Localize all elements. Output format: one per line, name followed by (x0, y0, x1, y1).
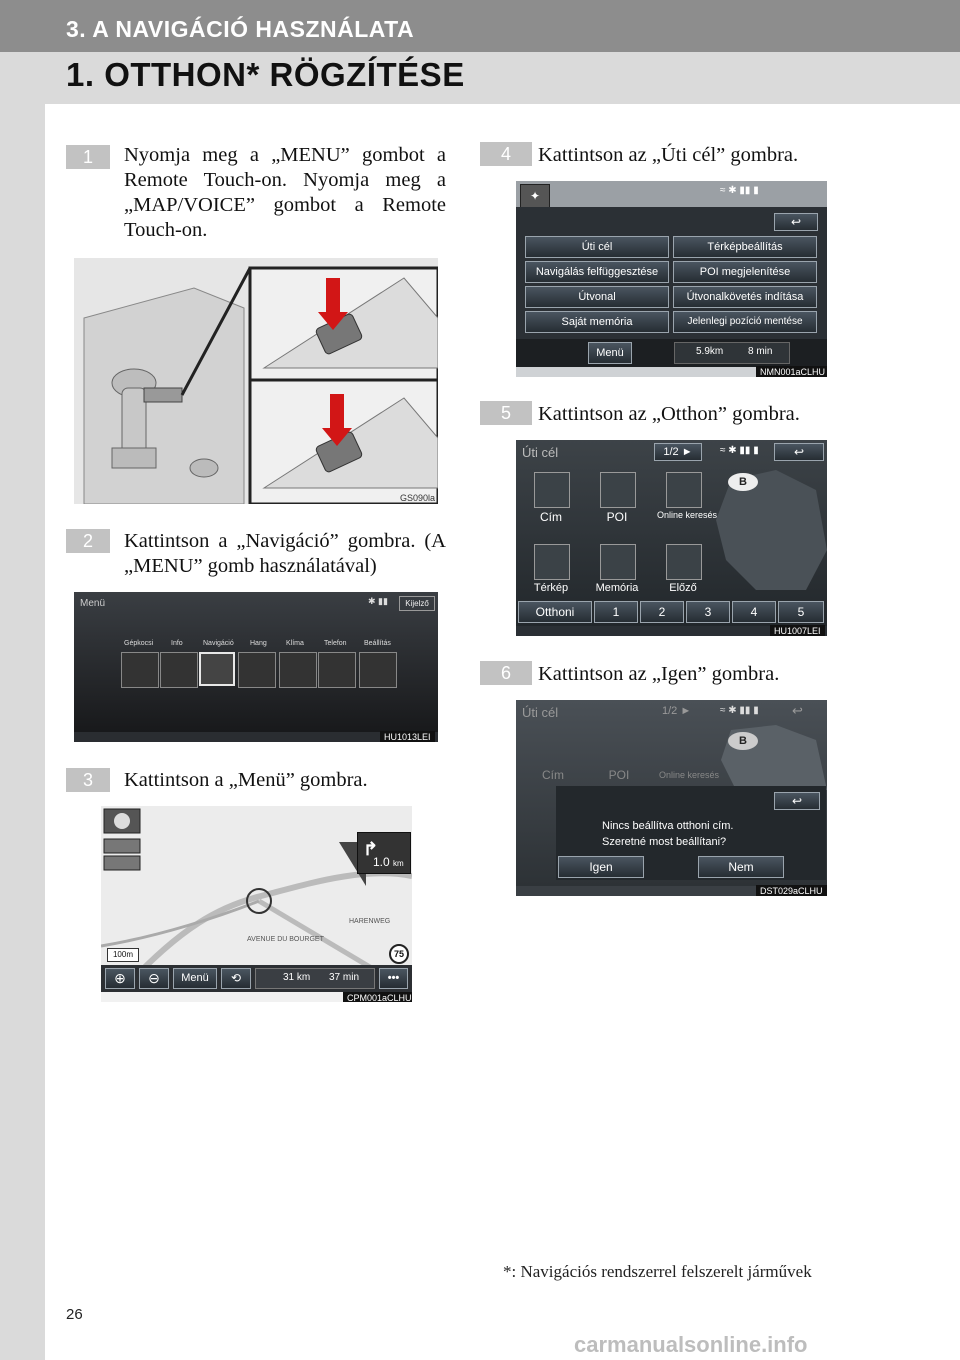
settings-icon[interactable] (359, 652, 397, 688)
previous-icon[interactable] (666, 544, 702, 580)
zoom-out-button[interactable]: ⊖ (139, 968, 169, 989)
step-text-3: Kattintson a „Menü” gombra. (124, 769, 368, 791)
remote-touch-illustration (74, 258, 438, 504)
zoom-in-button[interactable]: ⊕ (105, 968, 135, 989)
trip-time: 37 min (329, 972, 360, 983)
menu-item-label-4: Klíma (286, 640, 304, 647)
car-icon[interactable] (121, 652, 159, 688)
back-icon[interactable]: ↩ (774, 443, 824, 461)
step-badge-2: 2 (66, 529, 110, 553)
menu-item-label-0: Gépkocsi (124, 640, 154, 647)
route-button[interactable]: Útvonal (525, 286, 669, 308)
compass-icon: ✦ (520, 184, 550, 208)
screen-title: Úti cél (522, 705, 559, 720)
section-header: 3. A NAVIGÁCIÓ HASZNÁLATA (66, 16, 415, 42)
icon-label-2: Online keresés (656, 510, 718, 520)
left-margin-bar (0, 52, 45, 1360)
step-badge-3: 3 (66, 768, 110, 792)
icon-label-1: POI (608, 768, 630, 782)
figure-code-5: HU1007LEI (770, 625, 825, 636)
icon-label-0: Cím (542, 768, 564, 782)
start-route-tracking-button[interactable]: Útvonalkövetés indítása (673, 286, 817, 308)
nav-menu-screen (516, 181, 827, 377)
step-text-5: Kattintson az „Otthon” gombra. (538, 403, 800, 425)
menu-item-label-3: Hang (250, 640, 267, 647)
preset-1-button[interactable]: 1 (594, 601, 638, 623)
icon-label-1: POI (606, 510, 628, 524)
turn-distance: 1.0 km (373, 855, 404, 869)
street-label-2: AVENUE DU BOURGET (247, 936, 324, 943)
poi-icon[interactable] (600, 472, 636, 508)
status-icons: ≈ ✱ ▮▮ ▮ (720, 185, 759, 196)
back-icon[interactable]: ↩ (774, 213, 818, 231)
dialog-message-line2: Szeretné most beállítani? (602, 836, 727, 848)
menu-screen (74, 592, 438, 742)
menu-item-label-5: Telefon (324, 640, 347, 647)
phone-icon[interactable] (318, 652, 356, 688)
save-current-position-button[interactable]: Jelenlegi pozíció mentése (673, 311, 817, 333)
icon-label-4: Memória (595, 582, 639, 594)
map-marker: B (728, 732, 758, 750)
step-text-1: Nyomja meg a „MENU” gombot a Remote Touch-on. Nyomja meg a „MAP/VOICE” gombot a Remote Touch-on. (124, 144, 446, 241)
nav-menu-topbar (516, 181, 827, 207)
destination-button[interactable]: Úti cél (525, 236, 669, 258)
show-poi-button[interactable]: POI megjelenítése (673, 261, 817, 283)
menu-button[interactable]: Menü (173, 968, 217, 989)
menu-item-label-1: Info (171, 640, 183, 647)
page-title: 1. OTTHON* RÖGZÍTÉSE (66, 56, 465, 93)
display-button[interactable]: Kijelző (399, 596, 435, 611)
map-scale: 100m (107, 948, 139, 962)
navigation-icon[interactable] (199, 652, 235, 686)
page-indicator[interactable]: 1/2 ► (654, 443, 702, 461)
map-marker: B (728, 473, 758, 491)
speed-limit-sign: 75 (389, 944, 409, 964)
home-button[interactable]: Otthoni (518, 601, 592, 623)
menu-button[interactable]: Menü (588, 342, 632, 364)
map-settings-button[interactable]: Térképbeállítás (673, 236, 817, 258)
preset-3-button[interactable]: 3 (686, 601, 730, 623)
step-badge-4: 4 (480, 142, 532, 166)
status-icons: ≈ ✱ ▮▮ ▮ (720, 445, 759, 456)
figure-code-1: GS090la (400, 493, 436, 503)
preset-2-button[interactable]: 2 (640, 601, 684, 623)
yes-button[interactable]: Igen (558, 856, 644, 878)
screen-title: Úti cél (522, 445, 559, 460)
map-icon[interactable] (534, 544, 570, 580)
step-text-6: Kattintson az „Igen” gombra. (538, 663, 780, 685)
icon-label-2: Online keresés (658, 770, 720, 780)
turn-arrow-icon: ↱ (363, 839, 379, 859)
confirm-home-screen (516, 700, 827, 896)
trip-info (674, 342, 790, 364)
figure-code-3: CPM001aCLHU (343, 992, 412, 1002)
street-label-1: HARENWEG (349, 918, 391, 925)
more-button[interactable]: ••• (379, 968, 408, 989)
menu-screen-title: Menü (80, 598, 106, 609)
step-badge-6: 6 (480, 661, 532, 685)
page-number: 26 (66, 1306, 83, 1323)
dialog-message-line1: Nincs beállítva otthoni cím. (602, 820, 734, 832)
climate-icon[interactable] (279, 652, 317, 688)
step-badge-5: 5 (480, 401, 532, 425)
menu-item-label-2: Navigáció (203, 640, 234, 647)
status-icons: ≈ ✱ ▮▮ ▮ (720, 705, 759, 716)
trip-distance: 31 km (283, 972, 311, 983)
voice-icon[interactable]: ⟲ (221, 968, 251, 989)
preset-5-button[interactable]: 5 (778, 601, 824, 623)
watermark: carmanualsonline.info (574, 1332, 808, 1357)
step-text-4: Kattintson az „Úti cél” gombra. (538, 144, 799, 166)
memory-icon[interactable] (600, 544, 636, 580)
figure-code-2: HU1013LEI (380, 731, 435, 742)
suspend-guidance-button[interactable]: Navigálás felfüggesztése (525, 261, 669, 283)
info-icon[interactable] (160, 652, 198, 688)
dialog-back-icon[interactable]: ↩ (774, 792, 820, 810)
destination-screen (516, 440, 827, 636)
address-icon[interactable] (534, 472, 570, 508)
no-button[interactable]: Nem (698, 856, 784, 878)
icon-label-0: Cím (540, 510, 562, 524)
map-screen (101, 806, 412, 1002)
my-memory-button[interactable]: Saját memória (525, 311, 669, 333)
trip-time: 8 min (748, 346, 773, 357)
icon-label-5: Előző (669, 582, 697, 594)
audio-icon[interactable] (238, 652, 276, 688)
page-indicator: 1/2 ► (662, 705, 692, 717)
figure-code-4: NMN001aCLHU (756, 366, 827, 377)
footnote: *: Navigációs rendszerrel felszerelt járművek (503, 1262, 812, 1281)
back-icon: ↩ (792, 703, 803, 718)
step-badge-1: 1 (66, 145, 110, 169)
step-text-2: Kattintson a „Navigáció” gombra. (A „MENU” gomb használatával) (124, 530, 446, 577)
online-search-icon[interactable] (666, 472, 702, 508)
remote-touch-figure (74, 258, 438, 504)
preset-4-button[interactable]: 4 (732, 601, 776, 623)
figure-code-6: DST029aCLHU (756, 885, 827, 896)
menu-item-label-6: Beállítás (364, 640, 391, 647)
status-icons: ✱ ▮▮ (368, 596, 388, 606)
icon-label-3: Térkép (533, 582, 569, 594)
trip-distance: 5.9km (696, 346, 724, 357)
